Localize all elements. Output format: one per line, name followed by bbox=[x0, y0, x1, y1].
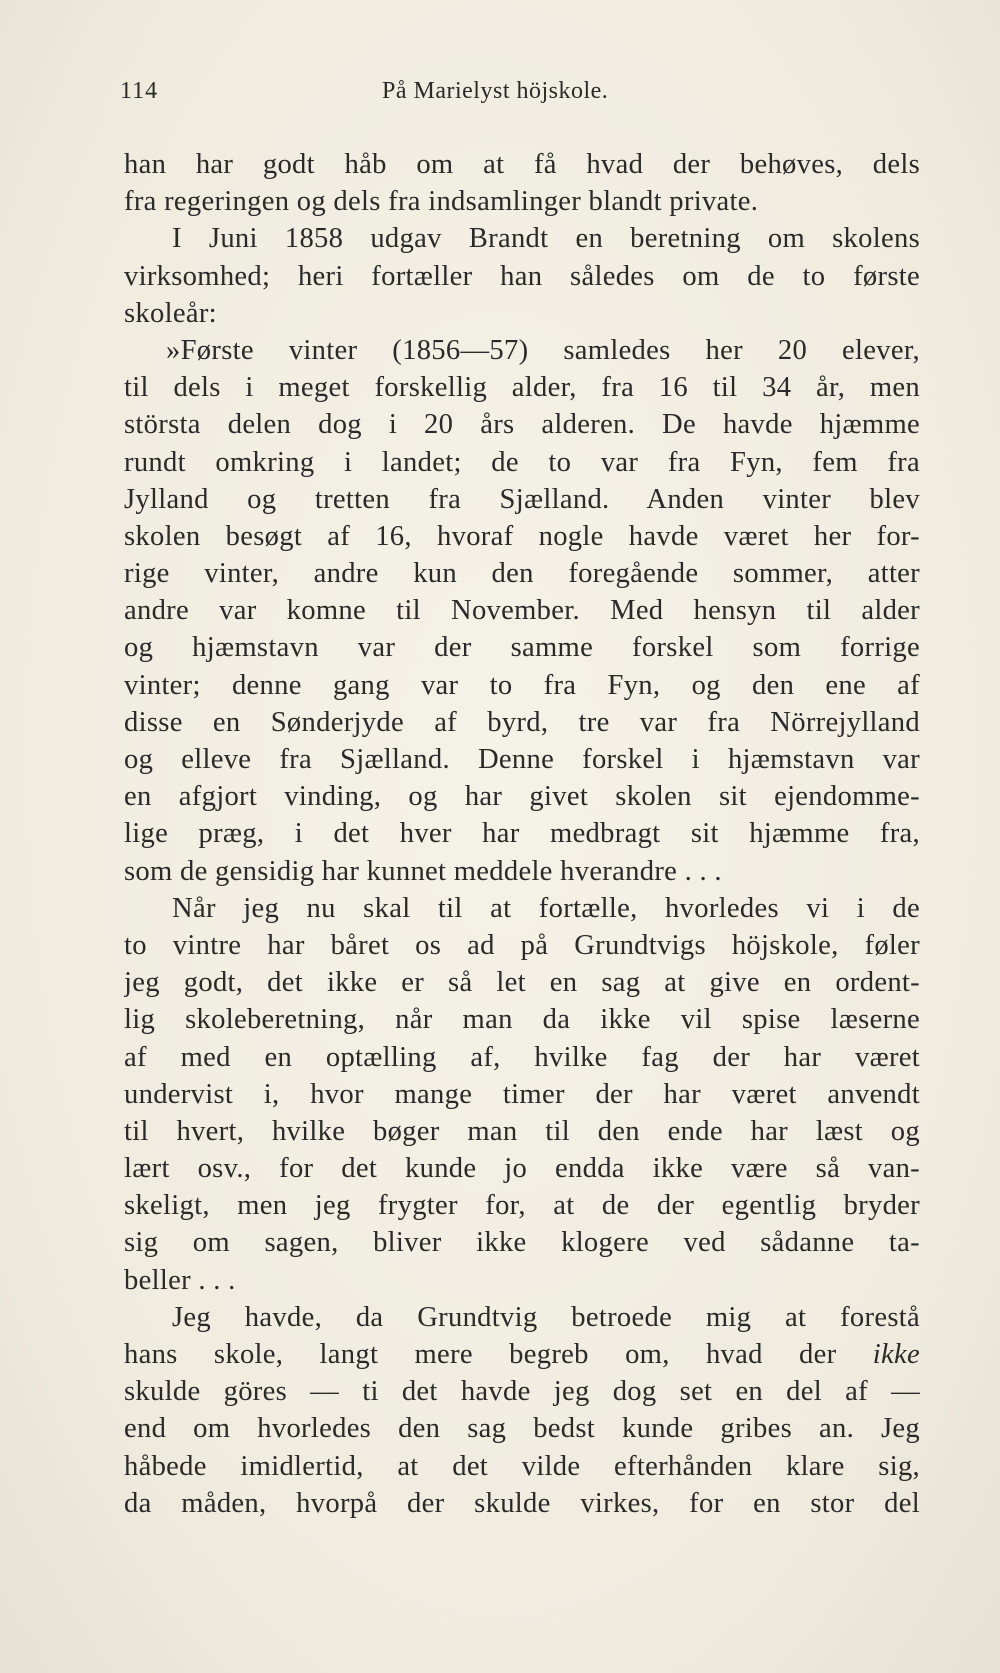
text-line: til dels i meget forskellig alder, fra 16 til 34 år, men bbox=[124, 372, 920, 404]
text-line: virksomhed; heri fortæller han således om de to første bbox=[124, 260, 920, 292]
text-line: to vintre har båret os ad på Grundtvigs höjskole, føler bbox=[124, 929, 920, 961]
text-line: som de gensidig har kunnet meddele hverandre . . . bbox=[124, 855, 722, 887]
page-number: 114 bbox=[120, 78, 159, 104]
text-line: lig skoleberetning, når man da ikke vil spise læserne bbox=[124, 1004, 920, 1036]
text-line: »Første vinter (1856—57) samledes her 20 elever, bbox=[166, 334, 920, 366]
text-line: skeligt, men jeg frygter for, at de der egentlig bryder bbox=[124, 1190, 920, 1222]
text-line: af med en optælling af, hvilke fag der har været bbox=[124, 1041, 920, 1073]
body-text bbox=[124, 146, 920, 1522]
page-header bbox=[120, 78, 920, 112]
text-line: og hjæmstavn var der samme forskel som forrige bbox=[124, 632, 920, 664]
emphasized-word: ikke bbox=[872, 1339, 920, 1370]
text-line: vinter; denne gang var to fra Fyn, og den ene af bbox=[124, 669, 920, 701]
text-line: fra regeringen og dels fra indsamlinger blandt private. bbox=[124, 186, 759, 218]
text-line: håbede imidlertid, at det vilde efterhånden klare sig, bbox=[124, 1450, 920, 1482]
text-line: skulde göres — ti det havde jeg dog set en del af — bbox=[124, 1376, 920, 1408]
text-line: skoleår: bbox=[124, 297, 217, 329]
text-line: rige vinter, andre kun den foregående sommer, atter bbox=[124, 558, 920, 590]
text-line: og elleve fra Sjælland. Denne forskel i hjæmstavn var bbox=[124, 744, 920, 775]
text-line: Når jeg nu skal til at fortælle, hvorledes vi i de bbox=[172, 892, 920, 924]
text-line-part: hans skole, langt mere begreb om, hvad der bbox=[124, 1339, 837, 1370]
text-line: Jeg havde, da Grundtvig betroede mig at forestå bbox=[172, 1301, 920, 1333]
text-line: undervist i, hvor mange timer der har været anvendt bbox=[124, 1078, 920, 1110]
text-line: end om hvorledes den sag bedst kunde gribes an. Jeg bbox=[124, 1413, 920, 1445]
text-line: största delen dog i 20 års alderen. De havde hjæmme bbox=[124, 409, 920, 441]
text-line: da måden, hvorpå der skulde virkes, for en stor del bbox=[124, 1487, 920, 1519]
text-line: I Juni 1858 udgav Brandt en beretning om skolens bbox=[172, 223, 920, 255]
text-line: Jylland og tretten fra Sjælland. Anden vinter blev bbox=[124, 483, 920, 515]
text-line: lært osv., for det kunde jo endda ikke være så van- bbox=[124, 1153, 920, 1185]
text-line bbox=[124, 1336, 920, 1373]
text-line: rundt omkring i landet; de to var fra Fyn, fem fra bbox=[124, 446, 920, 478]
text-line: lige præg, i det hver har medbragt sit hjæmme fra, bbox=[124, 818, 920, 850]
text-line: sig om sagen, bliver ikke klogere ved sådanne ta- bbox=[124, 1227, 920, 1259]
text-line: disse en Sønderjyde af byrd, tre var fra Nörrejylland bbox=[124, 706, 920, 738]
text-line: en afgjort vinding, og har givet skolen sit ejendomme- bbox=[124, 781, 920, 813]
running-head: På Marielyst höjskole. bbox=[382, 78, 609, 104]
text-line: til hvert, hvilke bøger man til den ende har læst og bbox=[124, 1115, 920, 1147]
text-line: han har godt håb om at få hvad der behøves, dels bbox=[124, 149, 920, 180]
text-line: skolen besøgt af 16, hvoraf nogle havde været her for- bbox=[124, 520, 920, 552]
text-line: jeg godt, det ikke er så let en sag at give en ordent- bbox=[124, 967, 920, 999]
text-line: beller . . . bbox=[124, 1264, 236, 1296]
text-line: andre var komne til November. Med hensyn til alder bbox=[124, 595, 920, 627]
